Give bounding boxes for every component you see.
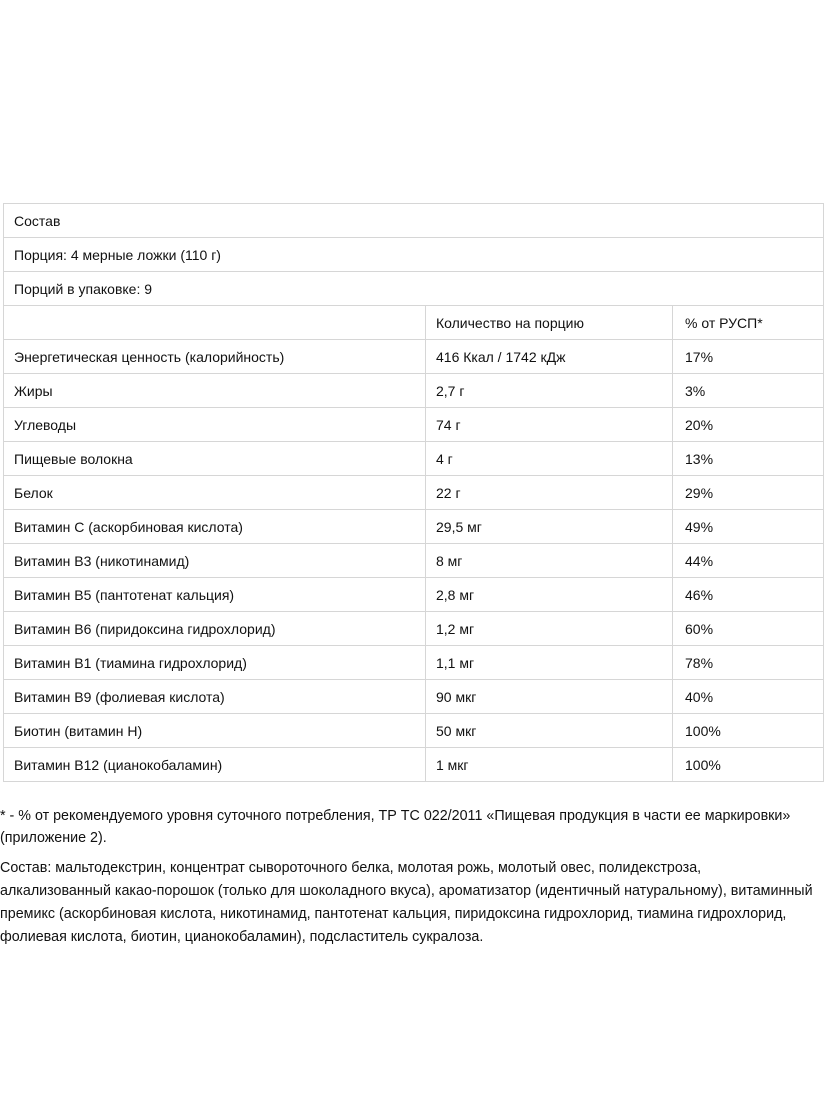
header-name — [4, 306, 426, 340]
nutrient-name: Витамин В5 (пантотенат кальция) — [4, 578, 426, 612]
header-amount: Количество на порцию — [426, 306, 673, 340]
nutrient-name: Пищевые волокна — [4, 442, 426, 476]
nutrition-table-body — [4, 204, 824, 782]
nutrient-name: Белок — [4, 476, 426, 510]
nutrient-amount: 1,2 мг — [426, 612, 673, 646]
nutrient-amount: 8 мг — [426, 544, 673, 578]
table-row — [4, 748, 824, 782]
nutrient-amount: 22 г — [426, 476, 673, 510]
nutrition-table — [3, 203, 824, 782]
nutrient-amount: 2,7 г — [426, 374, 673, 408]
nutrient-percent: 17% — [673, 340, 824, 374]
nutrient-amount: 2,8 мг — [426, 578, 673, 612]
table-row — [4, 612, 824, 646]
table-title: Состав — [4, 204, 824, 238]
nutrient-percent: 3% — [673, 374, 824, 408]
nutrient-name: Витамин В3 (никотинамид) — [4, 544, 426, 578]
nutrient-amount: 50 мкг — [426, 714, 673, 748]
table-row — [4, 340, 824, 374]
nutrient-percent: 40% — [673, 680, 824, 714]
nutrient-percent: 44% — [673, 544, 824, 578]
table-row — [4, 442, 824, 476]
table-row — [4, 544, 824, 578]
nutrient-percent: 49% — [673, 510, 824, 544]
table-row — [4, 578, 824, 612]
nutrient-name: Жиры — [4, 374, 426, 408]
nutrient-percent: 29% — [673, 476, 824, 510]
table-row — [4, 680, 824, 714]
table-row — [4, 374, 824, 408]
table-title-row — [4, 204, 824, 238]
nutrient-percent: 78% — [673, 646, 824, 680]
nutrient-percent: 100% — [673, 748, 824, 782]
composition-text: Состав: мальтодекстрин, концентрат сывороточного белка, молотая рожь, молотый овес, полидекстроза, алкализованный какао-порошок (только для шоколадного вкуса), ароматизатор (идентичный натуральному), витаминный премикс (аскорбиновая кислота, никотинамид, пантотенат кальция, пиридоксина гидрохлорид, тиамина гидрохлорид, фолиевая кислота, биотин, цианокобаламин), подсластитель сукралоза. — [0, 860, 813, 945]
table-row — [4, 510, 824, 544]
nutrient-amount: 29,5 мг — [426, 510, 673, 544]
table-row — [4, 408, 824, 442]
table-row — [4, 714, 824, 748]
nutrient-percent: 60% — [673, 612, 824, 646]
header-percent: % от РУСП* — [673, 306, 824, 340]
table-row — [4, 646, 824, 680]
nutrient-name: Энергетическая ценность (калорийность) — [4, 340, 426, 374]
nutrient-percent: 13% — [673, 442, 824, 476]
nutrient-amount: 1 мкг — [426, 748, 673, 782]
nutrient-name: Витамин В12 (цианокобаламин) — [4, 748, 426, 782]
nutrient-amount: 90 мкг — [426, 680, 673, 714]
nutrient-name: Биотин (витамин Н) — [4, 714, 426, 748]
nutrient-percent: 20% — [673, 408, 824, 442]
nutrient-name: Витамин В9 (фолиевая кислота) — [4, 680, 426, 714]
nutrient-amount: 1,1 мг — [426, 646, 673, 680]
nutrient-amount: 74 г — [426, 408, 673, 442]
portion-size: Порция: 4 мерные ложки (110 г) — [4, 238, 824, 272]
table-header-row — [4, 306, 824, 340]
table-row — [4, 476, 824, 510]
portions-per-pack-row — [4, 272, 824, 306]
nutrient-amount: 4 г — [426, 442, 673, 476]
nutrient-name: Витамин В1 (тиамина гидрохлорид) — [4, 646, 426, 680]
nutrient-name: Углеводы — [4, 408, 426, 442]
nutrient-percent: 100% — [673, 714, 824, 748]
portions-per-pack: Порций в упаковке: 9 — [4, 272, 824, 306]
portion-row — [4, 238, 824, 272]
nutrient-percent: 46% — [673, 578, 824, 612]
footnote: * - % от рекомендуемого уровня суточного потребления, ТР ТС 022/2011 «Пищевая продукция в части ее маркировки» (приложение 2). — [0, 808, 791, 846]
nutrient-name: Витамин С (аскорбиновая кислота) — [4, 510, 426, 544]
nutrient-amount: 416 Ккал / 1742 кДж — [426, 340, 673, 374]
nutrient-name: Витамин В6 (пиридоксина гидрохлорид) — [4, 612, 426, 646]
